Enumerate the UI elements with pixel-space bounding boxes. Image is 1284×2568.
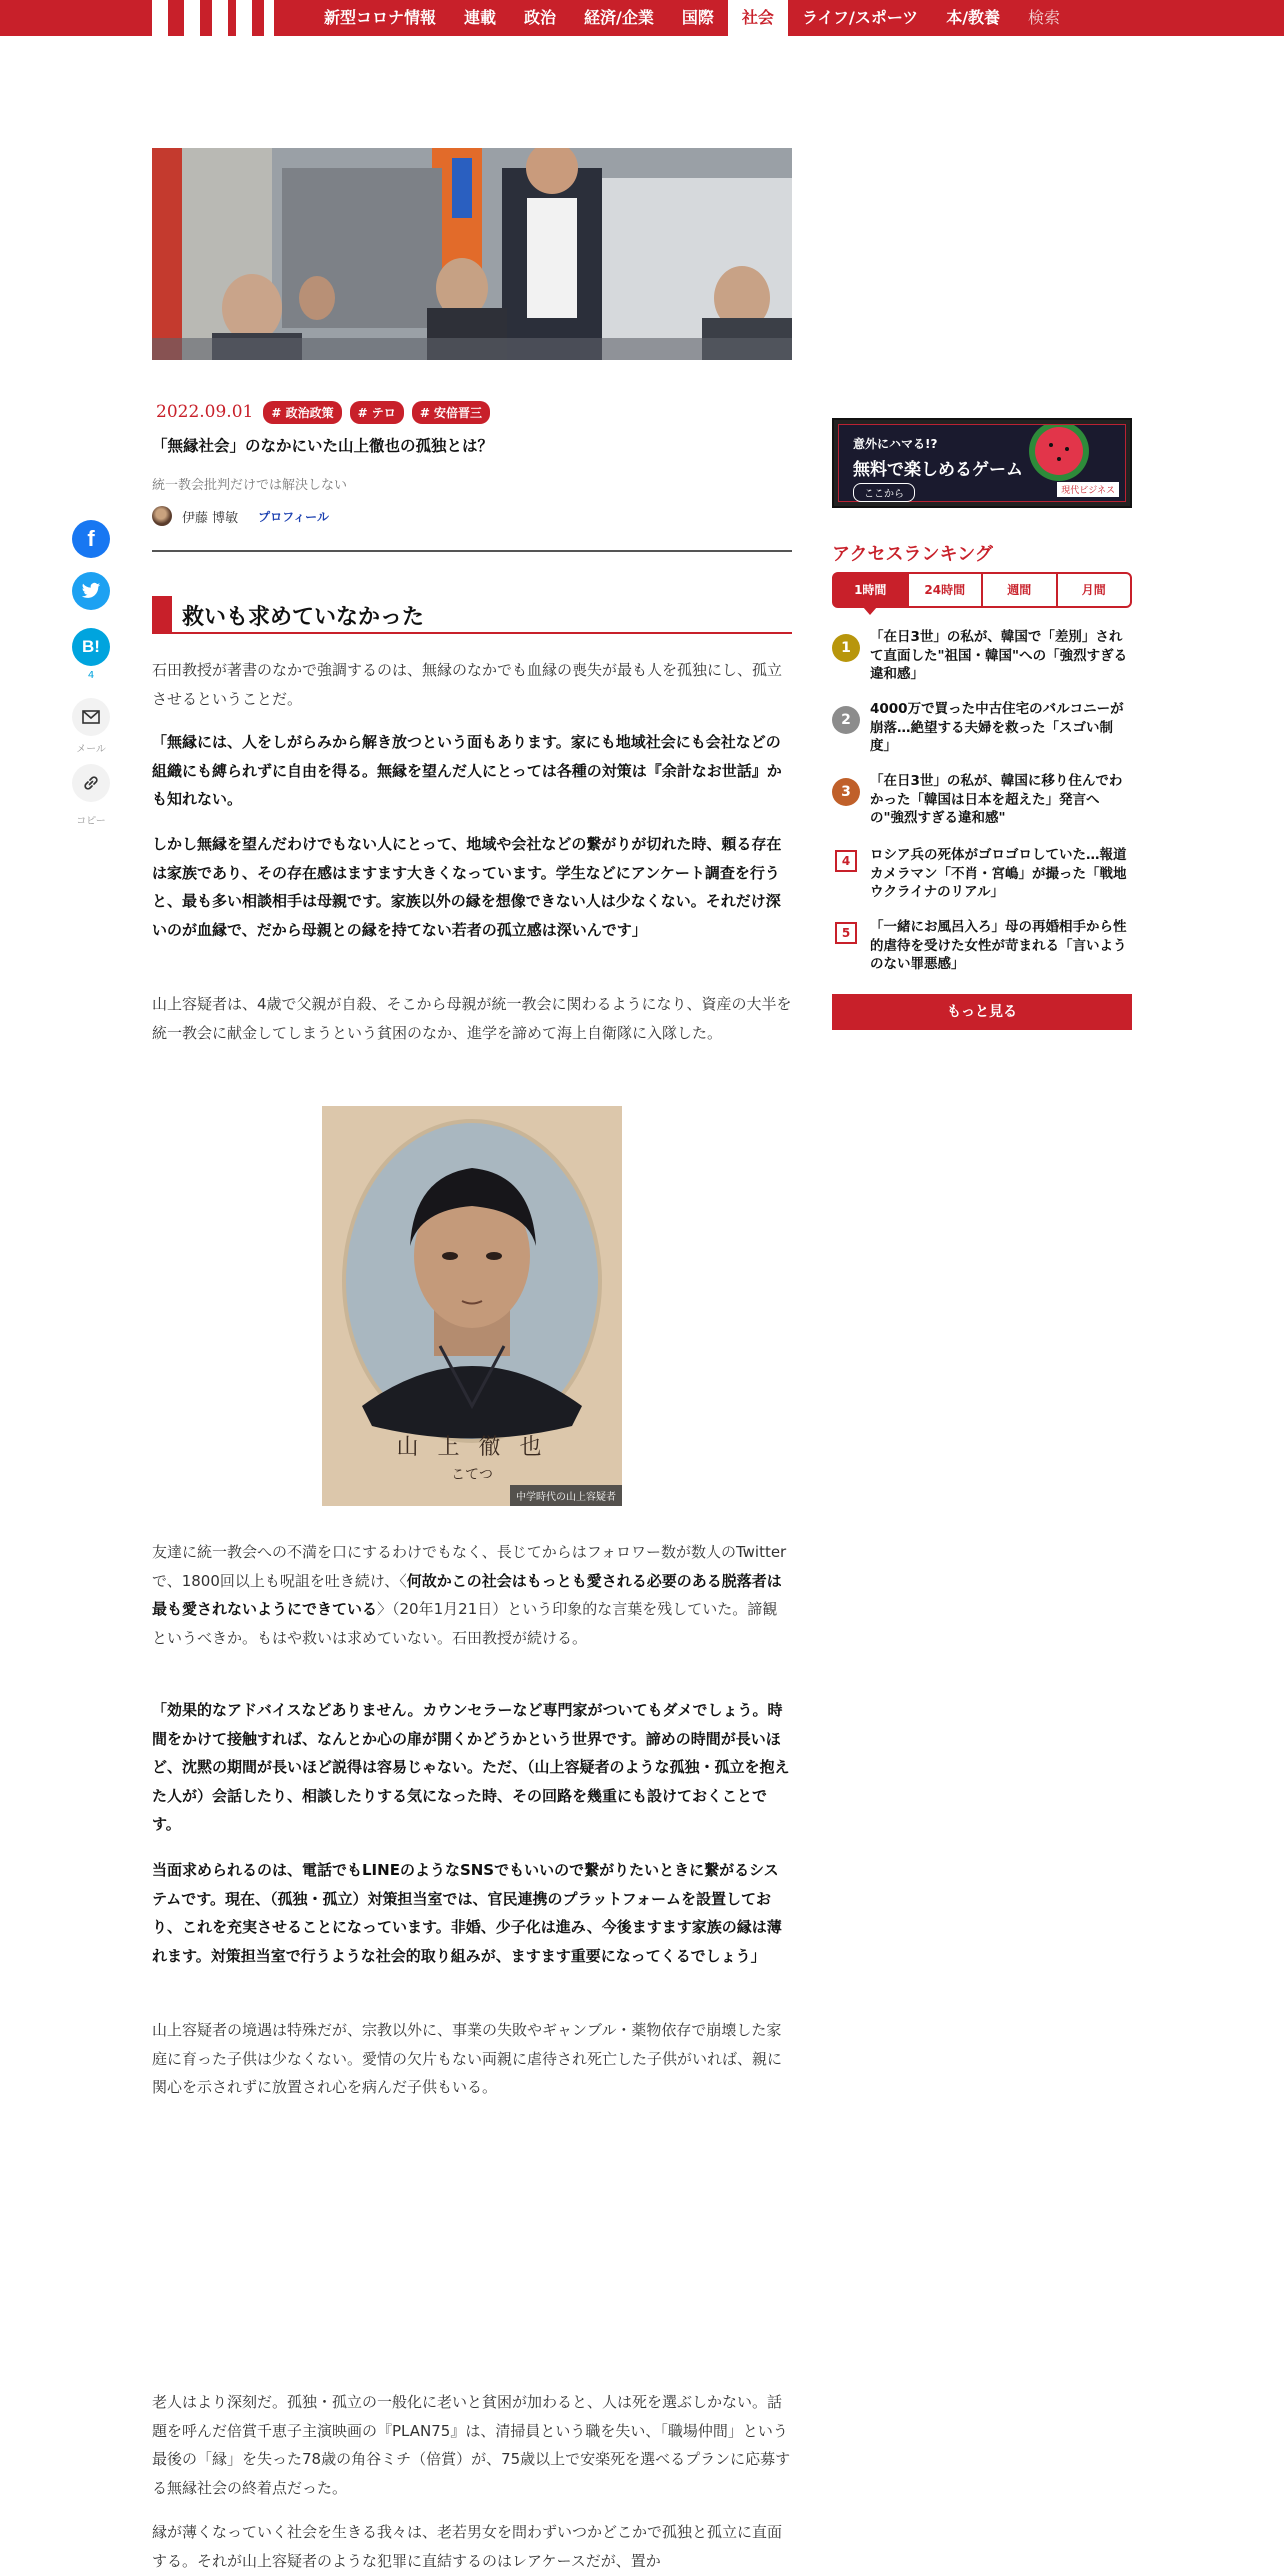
hatena-count: 4: [87, 670, 95, 681]
nav-item-politics[interactable]: 政治: [524, 8, 557, 27]
ad-line-2: 無料で楽しめるゲーム: [853, 460, 1023, 480]
tag-politics[interactable]: # 政治政策: [263, 401, 341, 424]
ranking-item[interactable]: [832, 628, 1132, 688]
article-subtitle: 統一教会批判だけでは解決しない: [152, 478, 348, 493]
paragraph-3-a: 友達に統一教会への不満を口にするわけでもなく、長じてからはフォロワー数が数人のTwitterで、1800回以上も呪詛を吐き続け、〈: [152, 1543, 787, 1590]
more-ranking-button[interactable]: もっと見る: [832, 994, 1132, 1030]
rank-badge: 1: [832, 634, 860, 662]
paragraph-6: 縁が薄くなっていく社会を生きる我々は、老若男女を問わずいつかどこかで孤独と孤立に直面する。それが山上容疑者のような犯罪に直結するのはレアケースだが、置か: [152, 2523, 783, 2568]
article-meta: [156, 400, 490, 424]
paragraph-5: 老人はより深刻だ。孤独・孤立の一般化に老いと貧困が加わると、人は死を選ぶしかない。話題を呼んだ倍賞千恵子主演映画の『PLAN75』は、清掃員という職を失い、「職場仲間」という最後の「縁」を失った78歳の角谷ミチ（倍賞）が、75歳以上で安楽死を選べるプランに応募する無縁社会の終着点だった。: [152, 2393, 791, 2497]
hatena-share-button[interactable]: [72, 628, 110, 666]
facebook-icon: f: [87, 526, 95, 551]
photo-kana-label: こてつ: [451, 1467, 493, 1483]
ranking-item[interactable]: [832, 918, 1132, 978]
photo-caption: 中学時代の山上容疑者: [510, 1485, 622, 1506]
author-avatar[interactable]: [152, 506, 172, 526]
ranking-tabs: [832, 572, 1132, 608]
ad-line-1: 意外にハマる!?: [853, 437, 938, 451]
rank-badge: 2: [832, 706, 860, 734]
paragraph-4: 山上容疑者の境遇は特殊だが、宗教以外に、事業の失敗やギャンブル・薬物依存で崩壊した家庭に育った子供は少なくない。愛情の欠片もない両親に虐待され死亡した子供がいれば、親に関心を示されずに放置され心を病んだ子供もいる。: [152, 2021, 783, 2096]
nav-item-books[interactable]: 本/教養: [946, 8, 1001, 27]
ranking-item-text[interactable]: 4000万で買った中古住宅のバルコニーが崩落…絶望する夫婦を救った「スゴい制度」: [870, 701, 1124, 754]
copy-label: コピー: [76, 816, 106, 827]
publish-date: 2022.09.01: [156, 402, 254, 422]
yearbook-photo: [322, 1106, 622, 1506]
nav-search[interactable]: 検索: [1028, 8, 1061, 27]
quote-1: 「無縁には、人をしがらみから解き放つという面もあります。家にも地域社会にも会社などの組織にも縛られずに自由を得る。無縁を望んだ人にとっては各種の対策は『余計なお世話』かも知れない。: [152, 733, 782, 808]
author-name[interactable]: 伊藤 博敏: [182, 510, 239, 526]
tag-abe[interactable]: # 安倍晋三: [412, 401, 490, 424]
paragraph-3: [152, 1538, 792, 1652]
ranking-item[interactable]: [832, 846, 1132, 906]
site-logo[interactable]: [152, 0, 290, 36]
sidebar-ad[interactable]: [832, 418, 1132, 508]
paragraph-1: 石田教授が著書のなかで強調するのは、無縁のなかでも血縁の喪失が最も人を孤独にし、孤立させるということだ。: [152, 661, 783, 708]
tag-terror[interactable]: # テロ: [350, 401, 404, 424]
link-icon: [82, 774, 100, 792]
ranking-item[interactable]: [832, 700, 1132, 760]
quote-4: 当面求められるのは、電話でもLINEのようなSNSでもいいので繋がりたいときに繋がるシステムです。現在、（孤独・孤立）対策担当室では、官民連携のプラットフォームを設置しており、これを充実させることになっています。非婚、少子化は進み、今後ますます家族の縁は薄れます。対策担当室で行うような社会的取り組みが、ますます重要になってくるでしょう」: [152, 1861, 782, 1965]
nav-item-series[interactable]: 連載: [464, 8, 497, 27]
paragraph-3-quote: 何故かこの社会はもっとも愛される必要のある脱落者は最も愛されないようにできている: [152, 1571, 782, 1618]
paragraph-2: 山上容疑者は、4歳で父親が自殺、そこから母親が統一教会に関わるようになり、資産の大半を統一教会に献金してしまうという貧困のなか、進学を諦めて海上自衛隊に入隊した。: [152, 995, 792, 1042]
quote-2: しかし無縁を望んだわけでもない人にとって、地域や会社などの繋がりが切れた時、頼る存在は家族であり、その存在感はますます大きくなっています。学生などにアンケート調査を行うと、最も多い相談相手は母親です。家族以外の縁を想像できない人は少なくない。それだけ深いのが血縁で、だから母親との縁を持てない若者の孤立感は深いんです」: [152, 835, 782, 939]
tab-monthly[interactable]: 月間: [1081, 583, 1106, 597]
copy-link-button[interactable]: [72, 764, 110, 802]
quote-3: 「効果的なアドバイスなどありません。カウンセラーなど専門家がついてもダメでしょう。時間をかけて接触すれば、なんとか心の扉が開くかどうかという世界です。諦めの時間が長いほど、沈黙の期間が長いほど説得は容易じゃない。ただ、（山上容疑者のような孤独・孤立を抱えた人が）会話したり、相談したりする気になった時、その回路を幾重にも設けておくことです。: [152, 1701, 790, 1833]
divider: [152, 550, 792, 552]
nav-menu: [310, 0, 1074, 36]
byline: [152, 505, 329, 527]
ranking-item-text[interactable]: 「一緒にお風呂入ろ」母の再婚相手から性的虐待を受けた女性が苛まれる「言いようのない罪悪感」: [870, 919, 1127, 972]
tab-1-hour[interactable]: 1時間: [834, 574, 909, 606]
mail-share-button[interactable]: [72, 698, 110, 736]
ranking-item-text[interactable]: ロシア兵の死体がゴロゴロしていた…報道カメラマン「不肖・宮嶋」が撮った「戦地ウクライナのリアル」: [870, 847, 1127, 900]
hero-image: [152, 148, 792, 360]
rank-badge: 4: [835, 850, 857, 872]
nav-item-economy[interactable]: 経済/企業: [584, 8, 654, 27]
nav-item-society[interactable]: 社会: [728, 0, 788, 36]
twitter-share-button[interactable]: [72, 572, 110, 610]
mail-label: メール: [76, 744, 106, 755]
facebook-share-button[interactable]: [72, 520, 110, 558]
photo-name-label: 山 上 徹 也: [396, 1435, 548, 1460]
paragraph-3-c: 〉（20年1月21日）という印象的な言葉を残していた。諦観というべきか。もはや救いは求めていない。石田教授が続ける。: [152, 1600, 778, 1647]
top-nav: [0, 0, 1284, 36]
ad-button[interactable]: ここから: [853, 483, 915, 502]
ranking-item[interactable]: [832, 772, 1132, 832]
twitter-icon: [81, 582, 101, 600]
tab-weekly[interactable]: 週間: [983, 574, 1058, 606]
nav-item-international[interactable]: 国際: [681, 8, 714, 27]
section-heading: [152, 596, 792, 634]
ranking-item-text[interactable]: 「在日3世」の私が、韓国に移り住んでわかった「韓国は日本を超えた」発言への"強烈すぎる違和感": [870, 773, 1123, 826]
ranking-item-text[interactable]: 「在日3世」の私が、韓国で「差別」されて直面した"祖国・韓国"への「強烈すぎる違和感」: [870, 629, 1128, 682]
article-title: 「無縁社会」のなかにいた山上徹也の孤独とは？: [152, 437, 494, 455]
tab-24-hours[interactable]: 24時間: [909, 574, 984, 606]
nav-item-corona[interactable]: 新型コロナ情報: [324, 8, 437, 27]
rank-badge: 5: [835, 922, 857, 944]
hatena-icon: B!: [82, 637, 100, 656]
mail-icon: [82, 710, 100, 724]
section-heading-text: 救いも求めていなかった: [182, 605, 425, 630]
nav-item-life-sports[interactable]: ライフ/スポーツ: [801, 8, 919, 27]
profile-link[interactable]: プロフィール: [258, 509, 329, 524]
ranking-title: アクセスランキング: [832, 544, 993, 565]
ad-brand: 現代ビジネス: [1057, 482, 1119, 497]
rank-badge: 3: [832, 778, 860, 806]
